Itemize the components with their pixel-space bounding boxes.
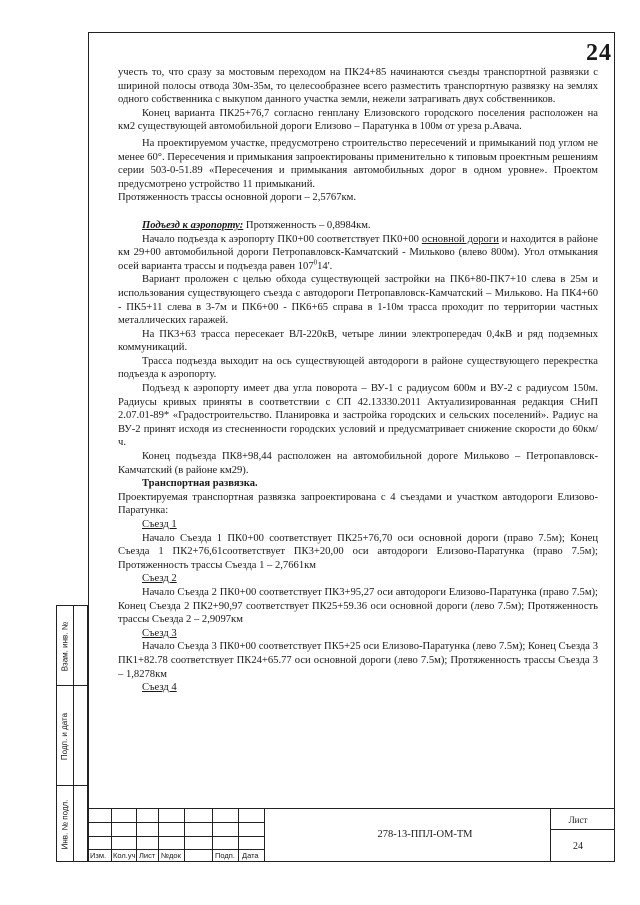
exit-text: Начало Съезда 1 ПК0+00 соответствует ПК25+76,70 оси основной дороги (право 7.5м); Конец Съезда 1 ПК2+76,61соответствует ПК3+20,00 оси автодороги Елизово-Паратунка (право 7.5м); Протяженность трассы Съезда 1 – 2,7661км bbox=[118, 532, 598, 571]
tb-header: №док bbox=[161, 851, 181, 860]
paragraph: Начало подъезда к аэропорту ПК0+00 соответствует ПК0+00 основной дороги и находится в районе км 29+00 автомобильной дороги Петропавловск-Камчатский - Мильково (влево 800м). Угол отмыкания осей варианта трассы и подъезда равен $107^014'$. bbox=[118, 233, 598, 272]
paragraph: На ПК3+63 трасса пересекает ВЛ-220кВ, четыре линии электропередач 0,4кВ и ряд подземных коммуникаций. bbox=[118, 328, 598, 354]
interchange-heading: Транспортная развязка. bbox=[142, 478, 258, 490]
sheet-number: 24 bbox=[573, 841, 583, 852]
document-body bbox=[118, 66, 598, 695]
stamp-label: Подп. и дата bbox=[60, 712, 70, 760]
tb-header: Изм. bbox=[90, 851, 107, 860]
exit-text: Начало Съезда 2 ПК0+00 соответствует ПК3+95,27 оси автодороги Елизово-Паратунка (право 7.5м); Конец Съезда 2 ПК2+90,97 соответствует ПК25+59.36 оси основной дороги (лево 7.5м); Протяженность трассы Съезда 2 – 2,9097км bbox=[118, 586, 598, 626]
paragraph: учесть то, что сразу за мостовым переходом на ПК24+85 начинаются съезды транспортной развязки с шириной полосы отвода 30м-35м, то целесообразнее всего разместить транспортную развязку на землях одного собственника с выкупом данного участка земли, нежели затрагивать двух собственников. bbox=[118, 67, 598, 106]
paragraph: На проектируемом участке, предусмотрено строительство пересечений и примыканий под углом не менее 60°. Пересечения и примыкания запроектированы применительно к типовым проектным решениям серии 503-0-51.89 «Пересечения и примыкания автомобильных дорог в одном уровне». Проектом предусмотрено устройство 11 примыканий. bbox=[118, 137, 598, 190]
paragraph: Протяженность трассы основной дороги – 2,5767км. bbox=[118, 192, 357, 204]
exit-title: Съезд 4 bbox=[142, 682, 177, 694]
exit-title: Съезд 3 bbox=[142, 627, 177, 639]
sheet-label: Лист bbox=[568, 815, 588, 825]
airport-length: Протяженность – 0,8984км. bbox=[243, 219, 371, 231]
tb-header: Лист bbox=[139, 851, 156, 860]
exit-title: Съезд 2 bbox=[142, 573, 177, 585]
airport-heading: Подъезд к аэропорту: bbox=[142, 219, 244, 231]
tb-header: Кол.уч bbox=[113, 851, 136, 860]
main-road-reference: основной дороги bbox=[421, 233, 499, 245]
document-code: 278-13-ППЛ-ОМ-ТМ bbox=[377, 829, 473, 840]
paragraph: Проектируемая транспортная развязка запроектирована с 4 съездами и участком автодороги Елизово-Паратунка: bbox=[118, 491, 598, 517]
exit-text: Начало Съезда 3 ПК0+00 соответствует ПК5+25 оси Елизово-Паратунка (лево 7.5м); Конец Съезда 3 ПК1+82.78 соответствует ПК24+65.77 оси основной дороги (лево 7.5м); Протяженность трассы Съезда 3 – 1,8278км bbox=[118, 641, 598, 680]
title-block bbox=[88, 808, 615, 862]
page-number: 24 bbox=[586, 40, 612, 66]
tb-header: Подп. bbox=[215, 851, 235, 860]
paragraph: Конец подъезда ПК8+98,44 расположен на автомобильной дороге Мильково – Петропавловск-Камчатский (в районе км29). bbox=[118, 451, 598, 476]
stamp-label: Взам. инв. № bbox=[60, 621, 70, 671]
paragraph: Подъезд к аэропорту имеет два угла поворота – ВУ-1 с радиусом 600м и ВУ-2 с радиусом 150м. Радиусы кривых приняты в соответствии с СП 42.13330.2011 Актуализированная редакция СНиП 2.07.01-89* «Градостроительство. Планировка и застройка городских и сельских поселений». Радиус на ВУ-2 принят исходя из стесненности городских условий и предусматривает снижение скорости до 60км/ч. bbox=[118, 383, 598, 449]
tb-header: Дата bbox=[242, 851, 259, 860]
paragraph: Трасса подъезда выходит на ось существующей автодороги в районе существующего перекрестка подъезда к аэропорту. bbox=[118, 355, 598, 381]
stamp-label: Инв. № подл. bbox=[60, 799, 70, 850]
margin-stamp bbox=[56, 605, 88, 862]
paragraph: Конец варианта ПК25+76,7 согласно генплану Елизовского городского поселения расположен на км2 существующей автомобильной дороги Елизово – Паратунка в 100м от уреза р.Авача. bbox=[118, 107, 598, 133]
airport-section-heading-line bbox=[118, 219, 598, 233]
exit-title: Съезд 1 bbox=[142, 519, 177, 530]
paragraph: Вариант проложен с целью обхода существующей застройки на ПК6+80-ПК7+10 слева в 25м и использования существующего съезда с автодороги Петропавловск-Камчатский – Мильково. На ПК4+60 - ПК5+11 слева в 3-7м и ПК6+00 - ПК6+65 справа в 1-10м трасса проходит по территории частных металлических гаражей. bbox=[118, 274, 598, 327]
